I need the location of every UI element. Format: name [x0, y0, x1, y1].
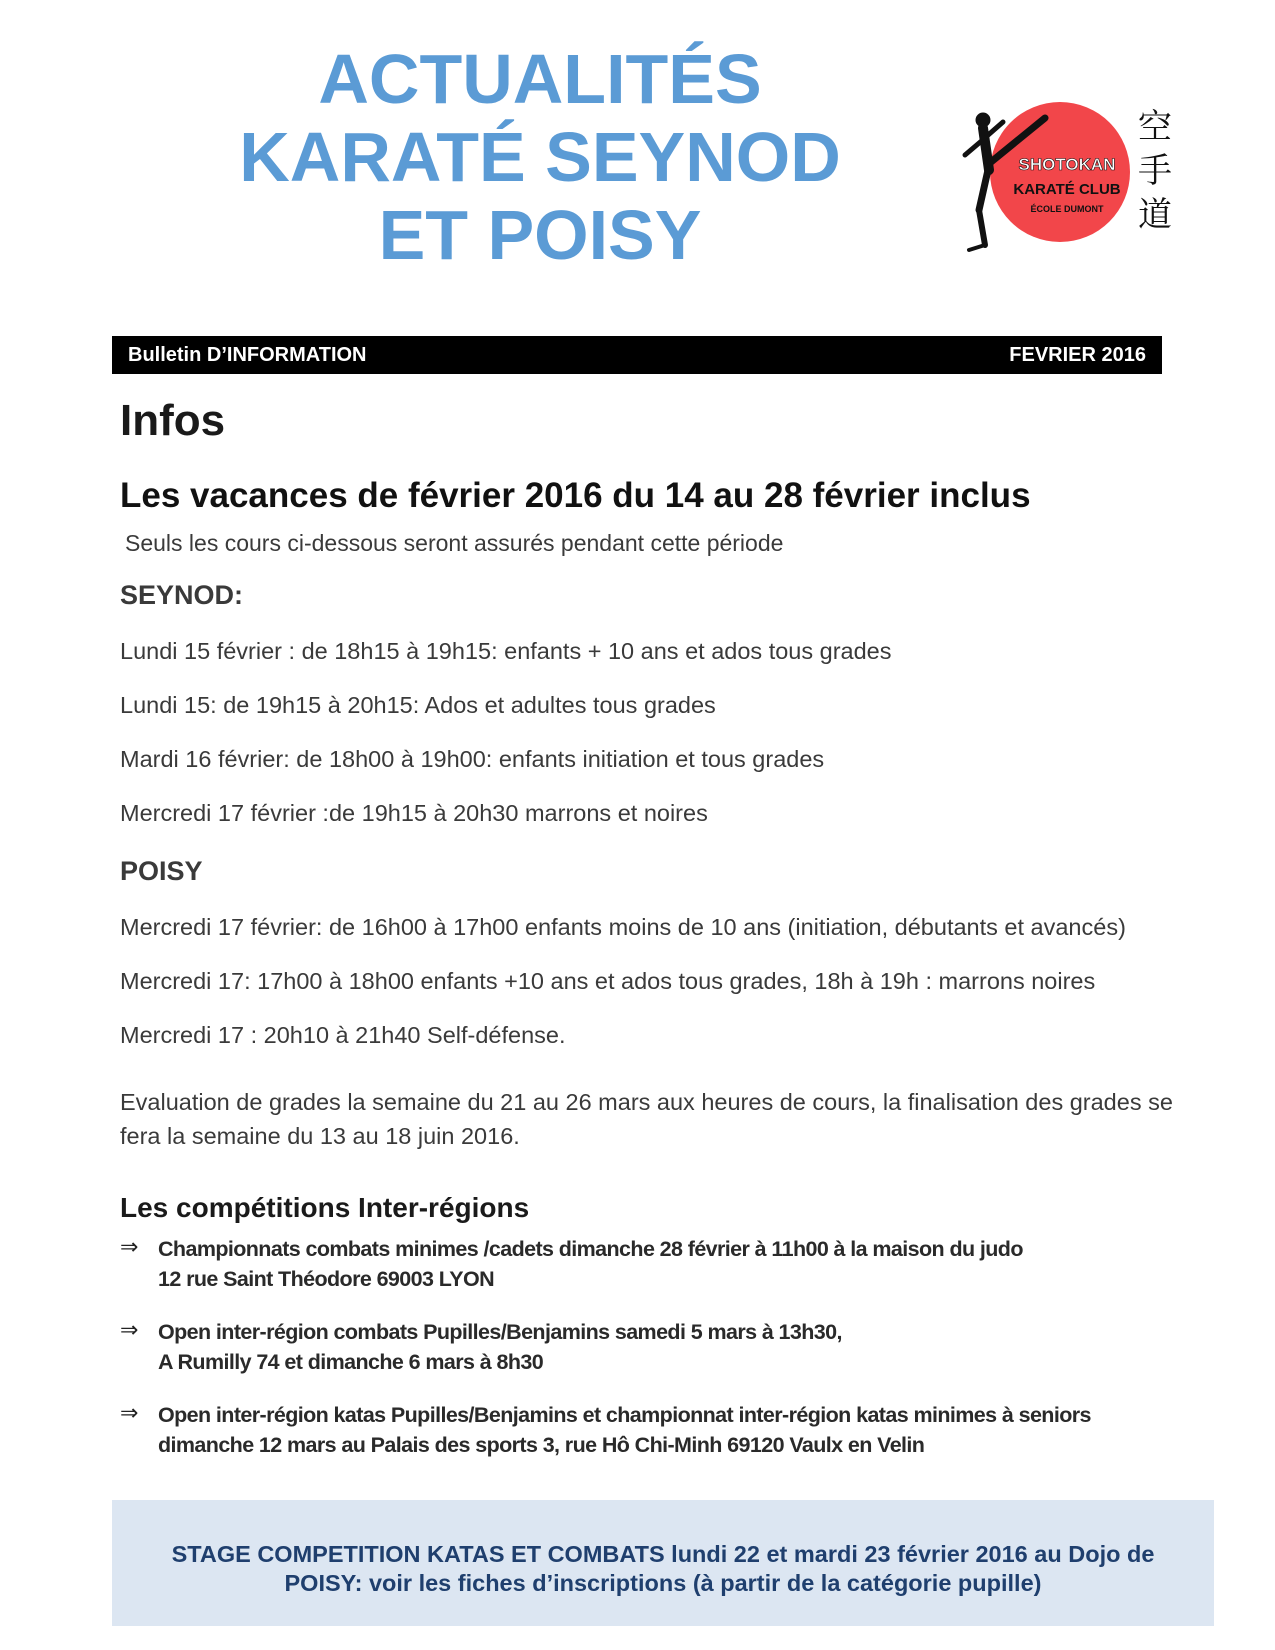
schedule-line: Mardi 16 février: de 18h00 à 19h00: enfants initiation et tous grades	[120, 746, 825, 772]
seynod-heading: SEYNOD:	[120, 580, 244, 610]
page-title	[180, 40, 900, 274]
arrow-icon: ⇒	[120, 1400, 139, 1425]
vacances-heading: Les vacances de février 2016 du 14 au 28 février inclus	[120, 476, 1031, 515]
infos-heading: Infos	[120, 396, 226, 445]
schedule-line: Mercredi 17: 17h00 à 18h00 enfants +10 ans et ados tous grades, 18h à 19h : marrons noires	[120, 968, 1096, 994]
stage-announcement	[112, 1500, 1214, 1626]
logo-text-club: KARATÉ CLUB	[1013, 181, 1121, 198]
title-line: ET POISY	[378, 196, 702, 274]
arrow-icon: ⇒	[120, 1317, 139, 1342]
schedule-line: Mercredi 17 : 20h10 à 21h40 Self-défense.	[120, 1022, 566, 1048]
bulletin-label: Bulletin D’INFORMATION	[128, 344, 367, 366]
poisy-heading: POISY	[120, 856, 203, 886]
arrow-icon: ⇒	[120, 1234, 139, 1259]
evaluation-paragraph: Evaluation de grades la semaine du 21 au 26 mars aux heures de cours, la finalisation des grades se fera la semaine du 13 au 18 juin 2016.	[120, 1089, 1173, 1149]
logo-kanji: 手	[1138, 151, 1172, 191]
competition-line: A Rumilly 74 et dimanche 6 mars à 8h30	[158, 1350, 544, 1374]
competitions-heading: Les compétitions Inter-régions	[120, 1192, 530, 1223]
logo-text-ecole: ÉCOLE DUMONT	[1030, 204, 1104, 214]
competition-line: 12 rue Saint Théodore 69003 LYON	[158, 1267, 495, 1291]
vacances-subtitle: Seuls les cours ci-dessous seront assurés pendant cette période	[125, 530, 784, 556]
karate-logo-icon	[955, 100, 1185, 260]
schedule-line: Lundi 15: de 19h15 à 20h15: Ados et adultes tous grades	[120, 692, 716, 718]
competition-line: Open inter-région katas Pupilles/Benjamins et championnat inter-région katas minimes à seniors	[158, 1403, 1091, 1427]
club-logo	[955, 100, 1185, 260]
title-line: ACTUALITÉS	[318, 40, 762, 118]
title-line: KARATÉ SEYNOD	[239, 118, 841, 196]
schedule-line: Mercredi 17 février: de 16h00 à 17h00 enfants moins de 10 ans (initiation, débutants et avancés)	[120, 914, 1126, 940]
logo-text-shotokan: SHOTOKAN	[1018, 155, 1116, 174]
bulletin-date: FEVRIER 2016	[1009, 344, 1146, 366]
logo-kanji: 道	[1138, 195, 1172, 235]
schedule-line: Lundi 15 février : de 18h15 à 19h15: enfants + 10 ans et ados tous grades	[120, 638, 892, 664]
competition-line: Open inter-région combats Pupilles/Benjamins samedi 5 mars à 13h30,	[158, 1320, 842, 1344]
stage-line: POISY: voir les fiches d’inscriptions (à partir de la catégorie pupille)	[284, 1570, 1042, 1596]
schedule-line: Mercredi 17 février :de 19h15 à 20h30 marrons et noires	[120, 800, 708, 826]
bulletin-bar	[112, 336, 1162, 374]
competition-line: Championnats combats minimes /cadets dimanche 28 février à 11h00 à la maison du judo	[158, 1237, 1023, 1261]
stage-line: STAGE COMPETITION KATAS ET COMBATS lundi 22 et mardi 23 février 2016 au Dojo de	[171, 1541, 1155, 1567]
competition-line: dimanche 12 mars au Palais des sports 3, rue Hô Chi-Minh 69120 Vaulx en Velin	[158, 1433, 925, 1457]
logo-kanji: 空	[1138, 107, 1172, 147]
